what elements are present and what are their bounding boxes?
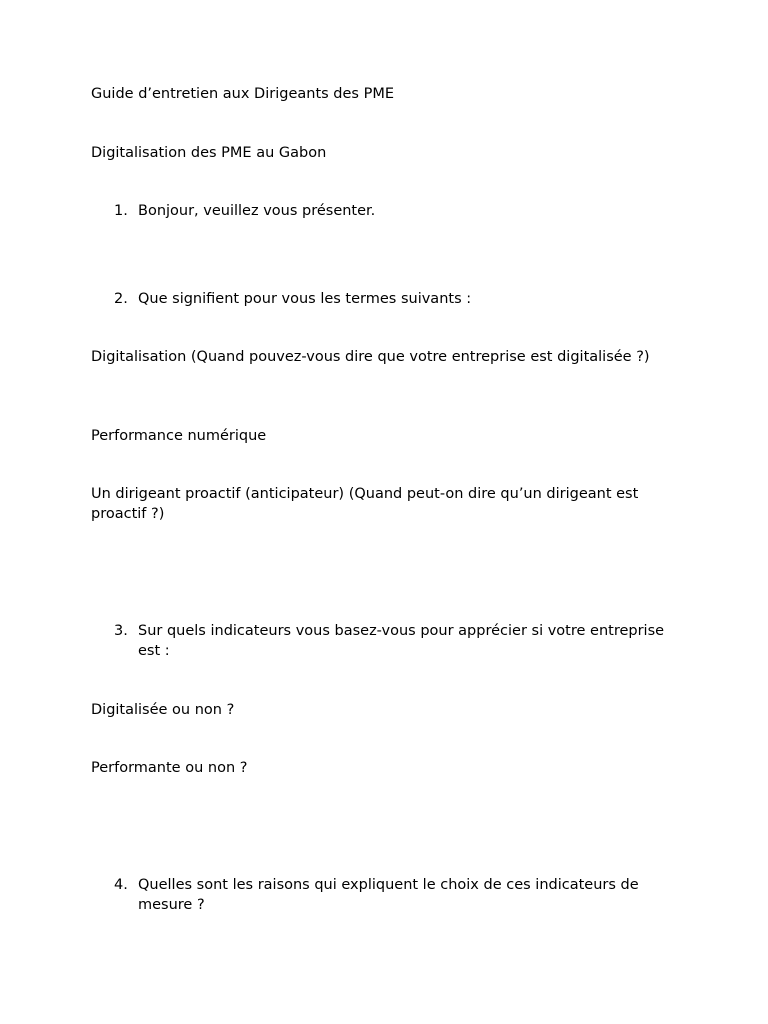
option-performante: Performante ou non ? — [91, 760, 248, 776]
question-4 — [114, 875, 682, 915]
question-2 — [114, 289, 682, 309]
question-3 — [114, 621, 682, 661]
question-4-text: Quelles sont les raisons qui expliquent le choix de ces indicateurs de mesure ? — [138, 877, 639, 913]
option-digitalisee: Digitalisée ou non ? — [91, 702, 235, 718]
term-digitalisation: Digitalisation (Quand pouvez-vous dire que votre entreprise est digitalisée ?) — [91, 349, 650, 365]
question-1-number: 1. — [114, 203, 128, 219]
document-subtitle: Digitalisation des PME au Gabon — [91, 145, 327, 161]
document-title: Guide d’entretien aux Dirigeants des PME — [91, 86, 394, 102]
question-3-text: Sur quels indicateurs vous basez-vous pour apprécier si votre entreprise est : — [138, 623, 665, 659]
question-2-number: 2. — [114, 291, 128, 307]
term-dirigeant-proactif: Un dirigeant proactif (anticipateur) (Quand peut-on dire qu’un dirigeant est proactif ?) — [91, 486, 639, 522]
question-2-text: Que signifient pour vous les termes suivants : — [138, 291, 472, 307]
term-performance: Performance numérique — [91, 428, 267, 444]
question-1 — [114, 201, 682, 221]
question-1-text: Bonjour, veuillez vous présenter. — [138, 203, 376, 219]
question-3-number: 3. — [114, 623, 128, 639]
question-4-number: 4. — [114, 877, 128, 893]
